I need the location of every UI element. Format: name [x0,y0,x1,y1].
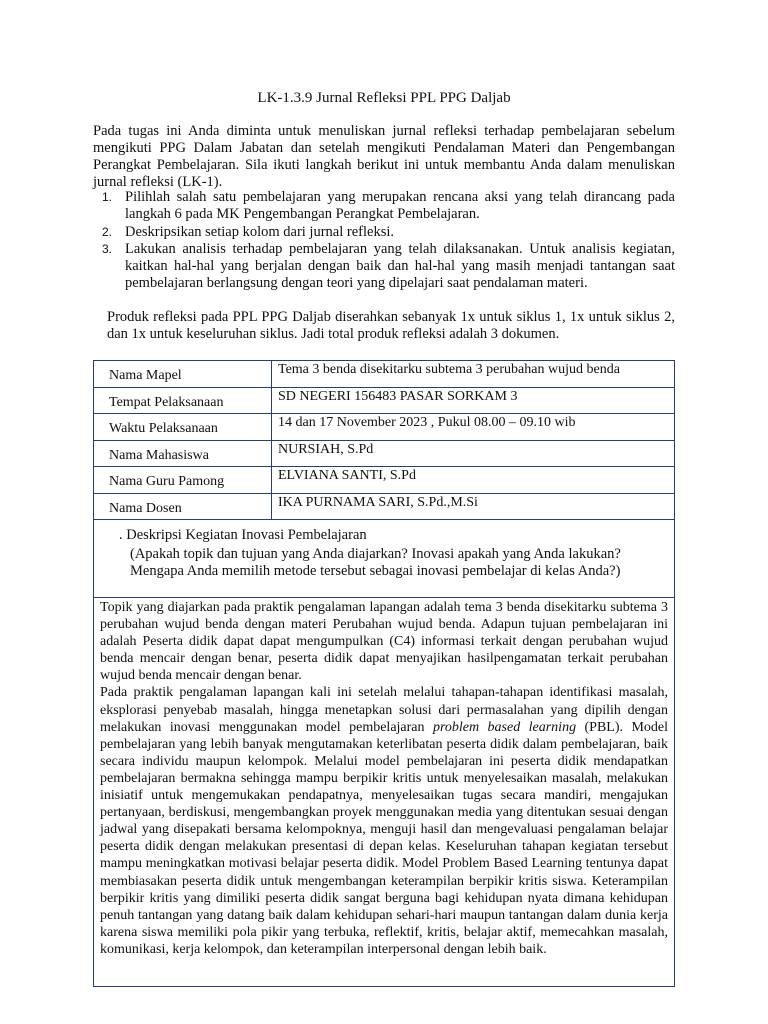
product-note: Produk refleksi pada PPL PPG Daljab diserahkan sebanyak 1x untuk siklus 1, 1x untuk siklus 2, dan 1x untuk keseluruhan siklus. Jadi total produk refleksi adalah 3 dokumen. [107,309,675,342]
table-row [94,361,675,388]
mahasiswa-label: Nama Mahasiswa [94,440,272,467]
table-row [94,467,675,494]
step-text: Deskripsikan setiap kolom dari jurnal refleksi. [125,223,394,240]
body-paragraph-1: Topik yang diajarkan pada praktik pengalaman lapangan adalah tema 3 benda disekitarku subtema 3 perubahan wujud benda dengan materi Perubahan wujud benda. Adapun tujuan pembelajaran ini adalah Peserta didik dapat dapat mengumpulkan (C4) informasi terkait dengan perubahan wujud benda mencair dengan benar, peserta didik dapat menyajikan hasilpengamatan terkait perubahan wujud benda mencair dengan benar. [100,600,668,684]
pamong-label: Nama Guru Pamong [94,467,272,494]
step-text: Pilihlah salah satu pembelajaran yang merupakan rencana aksi yang telah dirancang pada langkah 6 pada MK Pengembangan Perangkat Pembelajaran. [125,189,675,222]
list-item [100,224,675,241]
body-paragraph-2-end: (PBL). Model pembelajaran yang lebih banyak mengutamakan keterlibatan peserta didik dalam pembelajaran, baik secara individu maupun kelompok. Melalui model pembelajaran ini peserta didik mendapatkan pembelajaran bermakna sehingga mampu berpikir kritis untuk menyelesaikan masalah, melakukan inisiatif untuk mengemukakan pendapatnya, menyelesaikan tugas secara mandiri, mengajukan pertanyaan, berdiskusi, mengembangkan proyek menggunakan media yang ditentukan sesuai dengan jadwal yang disepakati bersama kelompoknya, menguji hasil dan mengevaluasi pengalaman belajar peserta didik dengan melakukan presentasi di depan kelas. Keseluruhan tahapan kegiatan tersebut mampu meningkatkan motivasi belajar peserta didik. Model Problem Based Learning tentunya dapat membiasakan peserta didik untuk mengembangan keterampilan berpikir kritis siswa. Keterampilan berpikir kritis yang dimiliki peserta didik sangat berguna bagi kehidupan nyata dimana kehidupan penuh tantangan yang datang baik dalam kehidupan sehari-hari maupun tantangan dalam dunia kerja karena siswa memiliki pola pikir yang terbuka, reflektif, kritis, belajar aktif, memecahkan masalah, komunikasi, kerja kelompok, dan keterampilan interpersonal dengan lebih baik. [100,719,668,957]
document-title: LK-1.3.9 Jurnal Refleksi PPL PPG Daljab [257,90,511,106]
list-item [100,189,675,223]
dosen-value: IKA PURNAMA SARI, S.Pd.,M.Si [272,493,675,520]
section-heading-box [93,519,675,598]
table-row [94,387,675,414]
body-paragraph-2-start: Pada praktik pengalaman lapangan kali ini setelah melalui tahapan-tahapan identifikasi masalah, eksplorasi penyebab masalah, hingga menetapkan solusi dari permasalahan yang dipilih dengan melakukan inovasi menggunakan model pembelajaran [100,685,668,735]
body-paragraph-2-emphasis: problem based learning [432,719,577,735]
body-paragraph-2 [100,684,668,958]
section-question: (Apakah topik dan tujuan yang Anda diajarkan? Inovasi apakah yang Anda lakukan?Mengapa Anda memilih metode tersebut sebagai inovasi pembelajar di kelas Anda?) [130,546,621,579]
step-number: 3. [102,242,113,256]
intro-text: Pada tugas ini Anda diminta untuk menuliskan jurnal refleksi terhadap pembelajaran sebelum mengikuti PPG Dalam Jabatan dan setelah mengikuti Pendalaman Materi dan Pengembangan Perangkat Pembelajaran. Sila ikuti langkah berikut ini untuk membantu Anda dalam menuliskan jurnal refleksi (LK-1). [93,123,675,190]
mahasiswa-value: NURSIAH, S.Pd [272,440,675,467]
info-table [93,360,675,520]
list-item [100,241,675,292]
table-row [94,493,675,520]
waktu-value: 14 dan 17 November 2023 , Pukul 08.00 – 09.10 wib [272,414,675,441]
tempat-value: SD NEGERI 156483 PASAR SORKAM 3 [272,387,675,414]
table-row [94,440,675,467]
table-row [94,414,675,441]
steps-list [100,189,675,293]
waktu-label: Waktu Pelaksanaan [94,414,272,441]
step-text: Lakukan analisis terhadap pembelajaran yang telah dilaksanakan. Untuk analisis kegiatan, kaitkan hal-hal yang berjalan dengan baik dan hal-hal yang masih menjadi tantangan saat pembelajaran berlangsung dengan teori yang dipelajari saat pendalaman materi. [125,241,675,291]
step-number: 1. [102,190,113,204]
intro-paragraph [93,123,675,191]
mapel-label: Nama Mapel [94,361,272,388]
section-heading: . Deskripsi Kegiatan Inovasi Pembelajaran [119,527,367,543]
dosen-label: Nama Dosen [94,493,272,520]
pamong-value: ELVIANA SANTI, S.Pd [272,467,675,494]
mapel-value: Tema 3 benda disekitarku subtema 3 perubahan wujud benda [272,361,675,388]
reflection-body [93,597,675,987]
step-number: 2. [102,224,113,239]
tempat-label: Tempat Pelaksanaan [94,387,272,414]
